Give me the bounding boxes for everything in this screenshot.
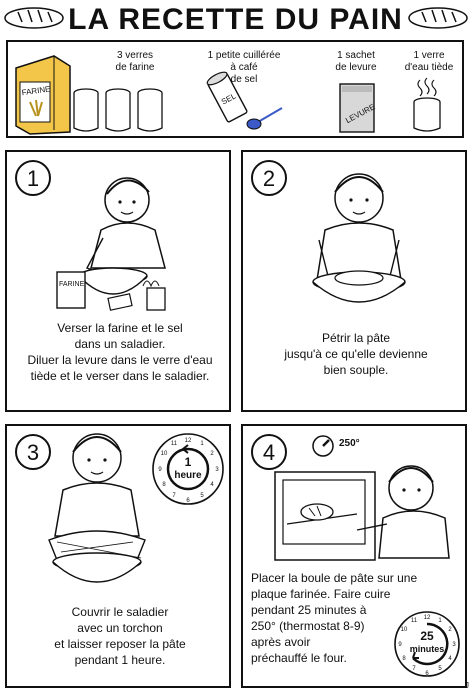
child-kneading-illustration [289, 162, 429, 312]
spoon-icon [244, 106, 284, 132]
step-4-caption: Placer la boule de pâte sur une plaque farinée. Faire cuire pendant 25 minutes à 250° (thermostat 8-9) après avoir préchauffé le four. [251, 571, 418, 665]
ingredient-yeast-label: 1 sachet de levure [335, 50, 377, 73]
page-header [0, 0, 471, 36]
warm-water-glass-icon [410, 78, 444, 134]
step-card-2 [241, 150, 467, 412]
ingredient-water-label: 1 verre d'eau tiède [404, 50, 454, 73]
ingredient-flour-label: 3 verres de farine [115, 50, 155, 73]
clock-duration-unit: heure [174, 470, 202, 481]
step-2-caption: Pétrir la pâte jusqu'à ce qu'elle devienne bien souple. [284, 331, 428, 377]
svg-text:10: 10 [160, 451, 168, 457]
svg-text:6: 6 [425, 671, 429, 677]
glass-icon [72, 88, 100, 134]
svg-text:10: 10 [400, 627, 408, 633]
svg-text:11: 11 [410, 618, 418, 624]
svg-text:11: 11 [170, 441, 178, 447]
oven-temperature: 250° [339, 438, 360, 449]
flour-pkg-label: FARINE [21, 84, 52, 98]
clock-duration-value: 1 [184, 455, 192, 469]
svg-text:9: 9 [398, 642, 402, 648]
step-1-caption: Verser la farine et le sel dans un saladier. Diluer la levure dans le verre d'eau tiède et le verser dans le saladier. [27, 321, 213, 383]
svg-text:6: 6 [186, 498, 190, 504]
step-number: 3 [15, 434, 51, 470]
bread-loaf-icon [408, 6, 468, 30]
child-oven-illustration [271, 458, 461, 562]
step-number: 2 [251, 160, 287, 196]
corner-mark: J [465, 681, 469, 690]
svg-text:3: 3 [215, 467, 219, 473]
svg-text:2: 2 [448, 627, 452, 633]
yeast-pkg-label: LEVURE [344, 102, 377, 126]
child-covering-bowl-illustration [37, 428, 157, 596]
svg-text:1: 1 [438, 618, 442, 624]
child-mixing-illustration [51, 168, 191, 316]
svg-text:7: 7 [172, 493, 176, 499]
ingredients-box [6, 40, 464, 138]
svg-text:8: 8 [402, 656, 406, 662]
thermostat-dial-icon [311, 434, 335, 458]
salt-shaker-label: SEL [219, 91, 238, 107]
flour-bag-icon [12, 50, 72, 136]
svg-text:9: 9 [158, 467, 162, 473]
svg-text:12: 12 [423, 615, 431, 621]
step1-flour-label: FARINE [59, 281, 85, 288]
svg-text:5: 5 [200, 493, 204, 499]
step-3-caption: Couvrir le saladier avec un torchon et laisser reposer la pâte pendant 1 heure. [54, 605, 186, 667]
step-card-3 [5, 424, 231, 688]
salt-shaker-icon [206, 68, 248, 126]
glass-icon [104, 88, 132, 134]
svg-text:2: 2 [210, 451, 214, 457]
glass-icon [136, 88, 164, 134]
page-title: LA RECETTE DU PAIN [68, 3, 403, 36]
svg-text:1: 1 [200, 441, 204, 447]
svg-text:12: 12 [184, 438, 192, 444]
step-card-4 [241, 424, 467, 688]
clock-duration-unit: minutes [409, 644, 445, 654]
ingredient-salt-label: 1 petite cuillérée à café de sel [207, 50, 281, 85]
svg-text:4: 4 [210, 482, 214, 488]
svg-text:3: 3 [452, 642, 456, 648]
svg-text:8: 8 [162, 482, 166, 488]
svg-text:7: 7 [412, 666, 416, 672]
step-number: 1 [15, 160, 51, 196]
clock-duration-value: 25 [420, 629, 434, 643]
svg-text:4: 4 [448, 656, 452, 662]
step-number: 4 [251, 434, 287, 470]
svg-text:5: 5 [438, 666, 442, 672]
step-card-1 [5, 150, 231, 412]
yeast-packet-icon [338, 82, 376, 134]
clock-icon [151, 432, 225, 506]
